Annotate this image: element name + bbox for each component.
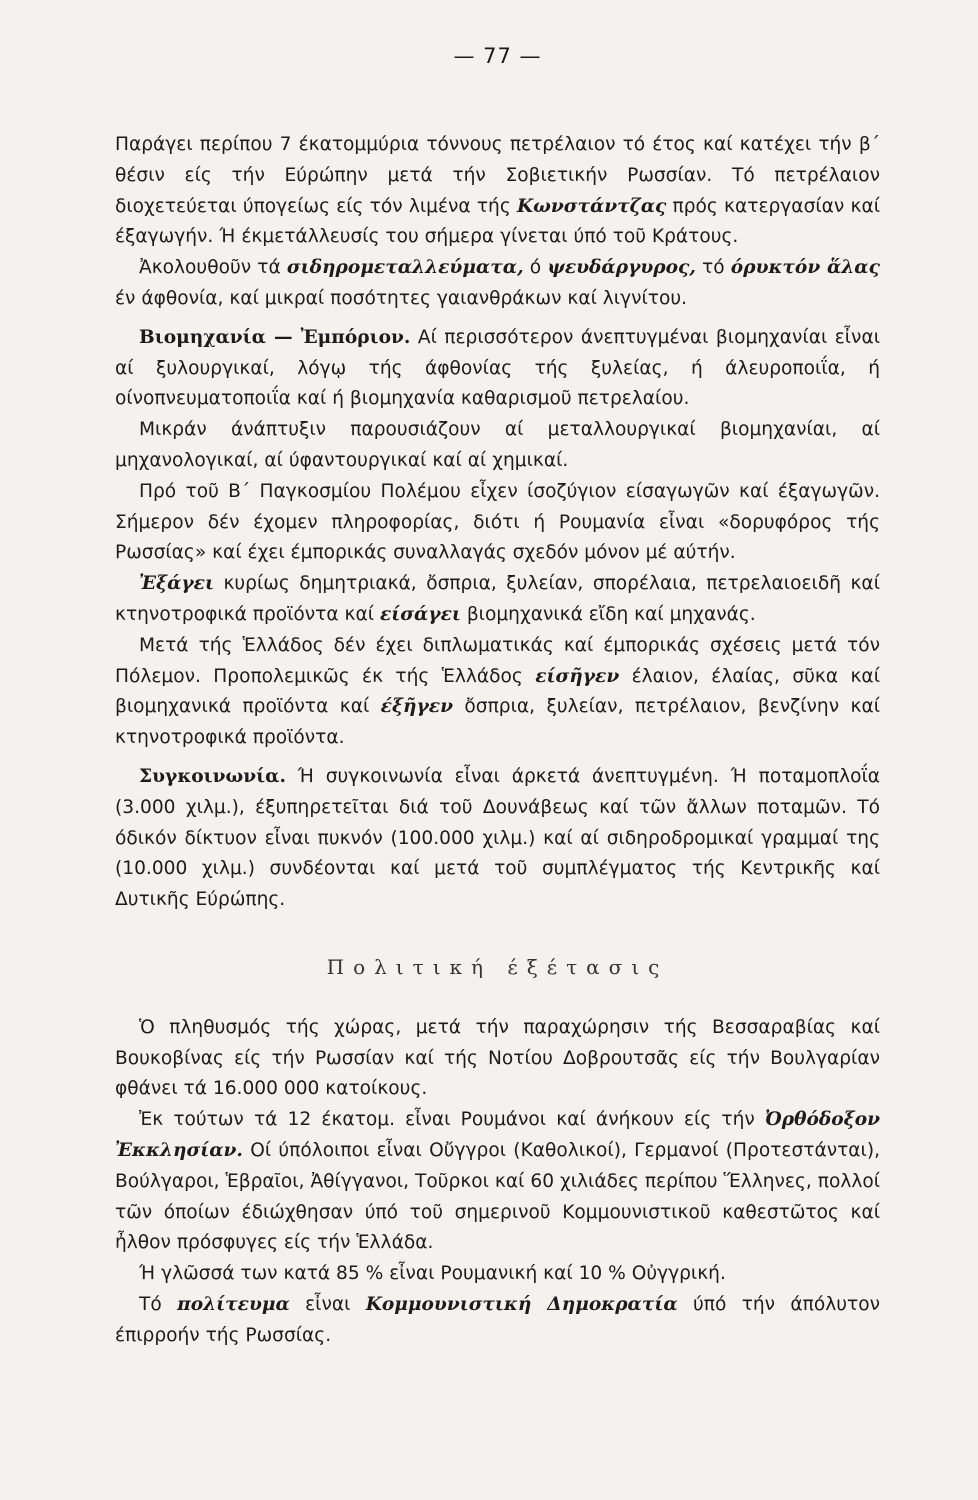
paragraph-government-end: ύπό τήν άπόλυτον έπιρροήν τής Ρωσσίας. <box>115 1293 880 1346</box>
emphasis-polity: πολίτευμα <box>177 1293 290 1315</box>
paragraph-industry-text: Αί περισσότερον άνεπτυγμέναι βιομηχανίαι εἶναι αί ξυλουργικαί, λόγῳ τής άφθονίας τής ξυλείας, ή άλευροποιΐα, ή οίνοπνευματοποιΐα καί ή βιομηχανία καθαρισμοῦ πετρελαίου. <box>115 326 880 410</box>
paragraph-government-start: Τό <box>139 1293 162 1315</box>
paragraph-minerals-mid2: τό <box>702 257 725 279</box>
paragraph-oil-text: Παράγει περίπου 7 έκατομμύρια τόννους πετρέλαιον τό έτος καί κατέχει τήν β΄ θέσιν είς τήν Εύρώπην μετά τήν Σοβιετικήν Ρωσσίαν. Τό πετρέλαιον διοχετεύεται ύπογείως είς τόν λιμένα τής <box>115 134 880 217</box>
paragraph-exports <box>115 569 880 631</box>
paragraph-ethnic-start: Ἐκ τούτων τά 12 έκατομ. εἶναι Ρουμάνοι καί άνήκουν είς τήν <box>139 1109 755 1131</box>
paragraph-language: Ή γλῶσσά των κατά 85 % εἶναι Ρουμανική καί 10 % Οὐγγρική. <box>139 1263 726 1285</box>
body-text <box>115 130 880 1351</box>
section-title-political: Πολιτική έξέτασις <box>326 954 669 979</box>
paragraph-minerals-end: έν άφθονία, καί μικραί ποσότητες γαιανθράκων καί λιγνίτου. <box>115 287 688 309</box>
paragraph-transport-text: Ή συγκοινωνία εἶναι άρκετά άνεπτυγμένη. Ή ποταμοπλοΐα (3.000 χιλμ.), έξυπηρετεῖται διά τοῦ Δουνάβεως καί τῶν ἄλλων ποταμῶν. Τό όδικόν δίκτυον εἶναι πυκνόν (100.000 χιλμ.) καί αί σιδηροδρομικαί γραμμαί της (10.000 χιλμ.) συνδέονται καί μετά τοῦ συμπλέγματος τής Κεντρικῆς καί Δυτικῆς Εύρώπης. <box>115 765 880 911</box>
paragraph-greece-mid: έλαιον, έλαίας, σῦκα καί βιομηχανικά προϊόντα καί <box>115 665 880 718</box>
emphasis-iron-ores: σιδηρομεταλλεύματα, <box>286 257 524 279</box>
paragraph-transport <box>115 762 880 916</box>
paragraph-ethnic-end: Οί ύπόλοιποι εἶναι Οὔγγροι (Καθολικοί), Γερμανοί (Προτεστάνται), Βούλγαροι, Ἑβραῖοι, Ἀθίγγανοι, Τοῦρκοι καί 60 χιλιάδες περίπου Ἕλληνες, πολλοί τῶν όποίων έδιώχθησαν ύπό τοῦ σημερινοῦ Κομμουνιστικοῦ καθεστῶτος καί ἦλθον πρόσφυγες είς τήν Ἑλλάδα. <box>115 1139 880 1254</box>
page-number: — 77 — <box>453 44 542 68</box>
heading-industry-trade: Βιομηχανία — Ἐμπόριον. <box>139 326 411 348</box>
emphasis-exports: Ἐξάγει <box>139 573 214 595</box>
emphasis-exported: έξῆγεν <box>380 696 453 718</box>
paragraph-government <box>115 1290 880 1352</box>
paragraph-oil-end: πρός κατεργασίαν καί έξαγωγήν. Ή έκμετάλλευσίς του σήμερα γίνεται ύπό τοῦ Κράτους. <box>115 195 880 248</box>
emphasis-orthodox-church: Ὀρθόδοξον Ἐκκλησίαν. <box>115 1109 880 1161</box>
paragraph-greece-relations <box>115 631 880 754</box>
paragraph-government-mid: εἶναι <box>305 1293 351 1315</box>
paragraph-exports-end: βιομηχανικά εἴδη καί μηχανάς. <box>466 603 756 625</box>
emphasis-imports: είσάγει <box>379 603 461 625</box>
emphasis-imported: είσῆγεν <box>535 665 620 687</box>
paragraph-small-industry: Μικράν άνάπτυξιν παρουσιάζουν αί μεταλλουργικαί βιομηχανίαι, αί μηχανολογικαί, αί ύφαντουργικαί καί αί χημικαί. <box>115 419 880 471</box>
emphasis-communist-democracy: Κομμουνιστική Δημοκρατία <box>365 1293 678 1315</box>
paragraph-oil <box>115 130 880 253</box>
paragraph-exports-mid: κυρίως δημητριακά, ὄσπρια, ξυλείαν, σπορέλαια, πετρελαιοειδῆ καί κτηνοτροφικά προϊόντα καί <box>115 573 880 625</box>
paragraph-greece-end: ὄσπρια, ξυλείαν, πετρέλαιον, βενζίνην καί κτηνοτροφικά προϊόντα. <box>115 696 880 749</box>
paragraph-trade-balance: Πρό τοῦ Β΄ Παγκοσμίου Πολέμου εἶχεν ίσοζύγιον είσαγωγῶν καί έξαγωγῶν. Σήμερον δέν έχομεν πληροφορίας, διότι ή Ρουμανία εἶναι «δορυφόρος τής Ρωσσίας» καί έχει έμπορικάς συναλλαγάς σχεδόν μόνον μέ αύτήν. <box>115 480 880 564</box>
paragraph-ethnic-groups <box>115 1105 880 1259</box>
paragraph-minerals <box>115 253 880 315</box>
paragraph-industry <box>115 323 880 415</box>
emphasis-rock-salt: όρυκτόν ἅλας <box>730 257 880 279</box>
heading-transport: Συγκοινωνία. <box>139 765 286 787</box>
paragraph-minerals-start: Ἀκολουθοῦν τά <box>139 257 281 279</box>
emphasis-konstantza: Κωνστάντζας <box>516 195 667 217</box>
emphasis-zinc: ψευδάργυρος, <box>547 257 696 279</box>
paragraph-greece-start: Μετά τής Ἑλλάδος δέν έχει διπλωματικάς καί έμπορικάς σχέσεις μετά τόν Πόλεμον. Προπολεμικῶς έκ τής Ἑλλάδος <box>115 634 880 687</box>
paragraph-minerals-mid1: ό <box>529 257 542 279</box>
paragraph-population: Ὁ πληθυσμός τής χώρας, μετά τήν παραχώρησιν τής Βεσσαραβίας καί Βουκοβίνας είς τήν Ρωσσίαν καί τής Νοτίου Δοβρουτσᾶς είς τήν Βουλγαρίαν φθάνει τά 16.000 000 κατοίκους. <box>115 1016 880 1100</box>
